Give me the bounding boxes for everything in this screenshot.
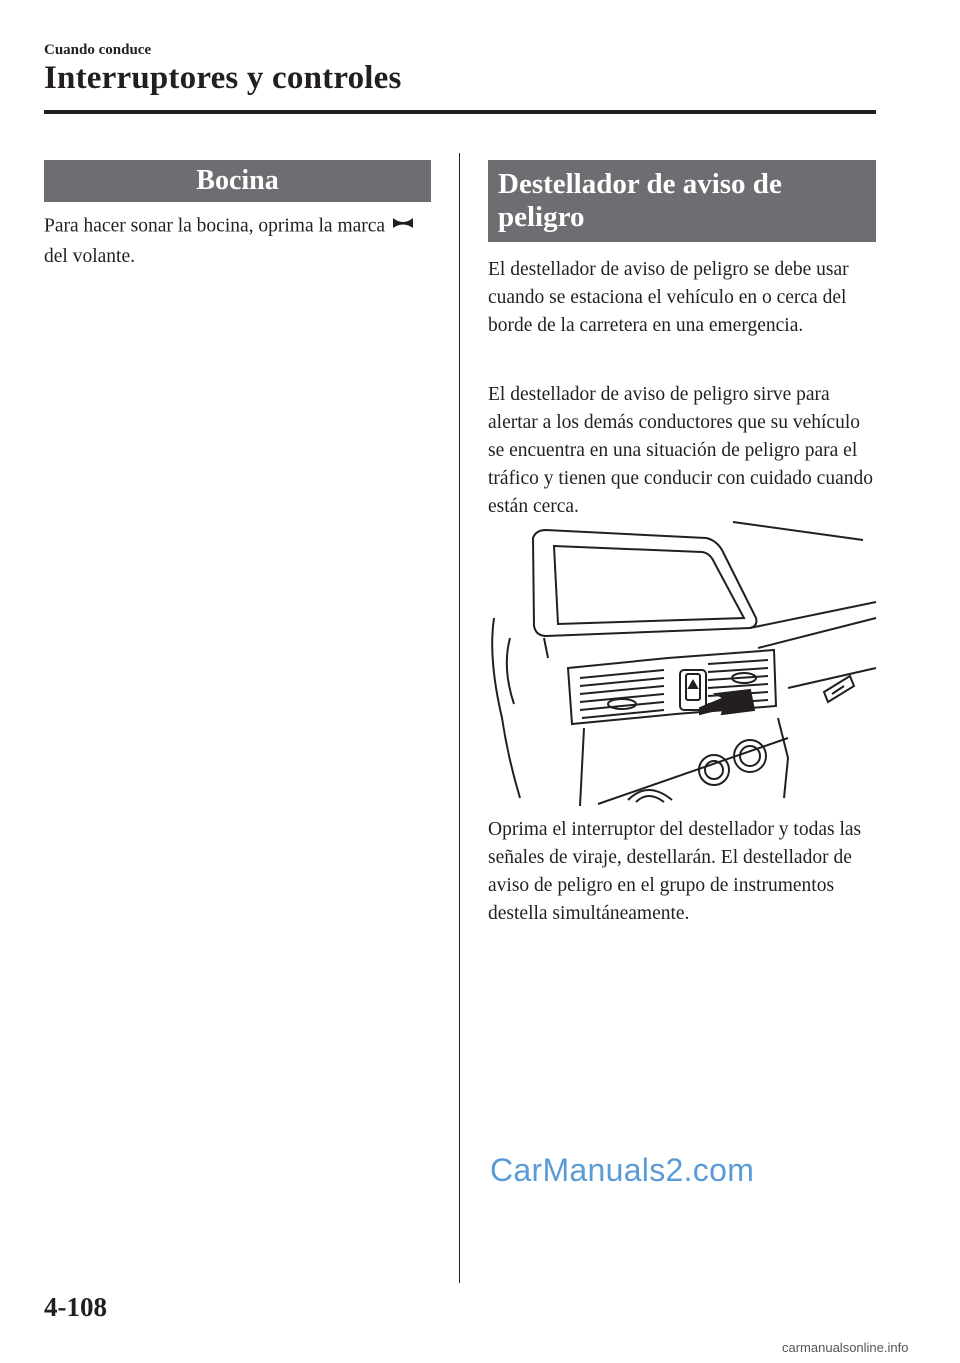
header-rule bbox=[44, 110, 876, 114]
section-heading-bocina: Bocina bbox=[44, 160, 431, 202]
hazard-heading-line2: peligro bbox=[498, 201, 585, 233]
watermark-logo: CarManuals2.com bbox=[490, 1152, 755, 1188]
page-title: Interruptores y controles bbox=[44, 60, 402, 96]
hazard-heading-line1: Destellador de aviso de bbox=[498, 168, 782, 200]
horn-icon bbox=[391, 211, 415, 239]
chapter-subtitle: Cuando conduce bbox=[44, 42, 152, 58]
hazard-paragraph-1: El destellador de aviso de peligro se debe usar cuando se estaciona el vehículo en o cerca del borde de la carretera en una emergencia. bbox=[488, 259, 849, 336]
bocina-text bbox=[44, 211, 444, 271]
page-number: 4-108 bbox=[44, 1292, 107, 1322]
hazard-paragraph-3: Oprima el interruptor del destellador y todas las señales de viraje, destellarán. El destellador de aviso de peligro en el grupo de instrumentos destella simultáneamente. bbox=[488, 819, 862, 924]
bocina-text-end: del volante. bbox=[44, 246, 135, 267]
bocina-text-start: Para hacer sonar la bocina, oprima la marca bbox=[44, 215, 386, 237]
hazard-paragraph-2: El destellador de aviso de peligro sirve para alertar a los demás conductores que su vehículo se encuentra en una situación de peligro para el tráfico y tienen que conducir con cuidado cuando están cerca. bbox=[488, 384, 873, 517]
footer-site-watermark: carmanualsonline.info bbox=[782, 1340, 909, 1355]
section-heading-hazard bbox=[488, 160, 876, 242]
column-divider bbox=[459, 153, 460, 1283]
dashboard-hazard-switch-illustration bbox=[488, 518, 878, 808]
